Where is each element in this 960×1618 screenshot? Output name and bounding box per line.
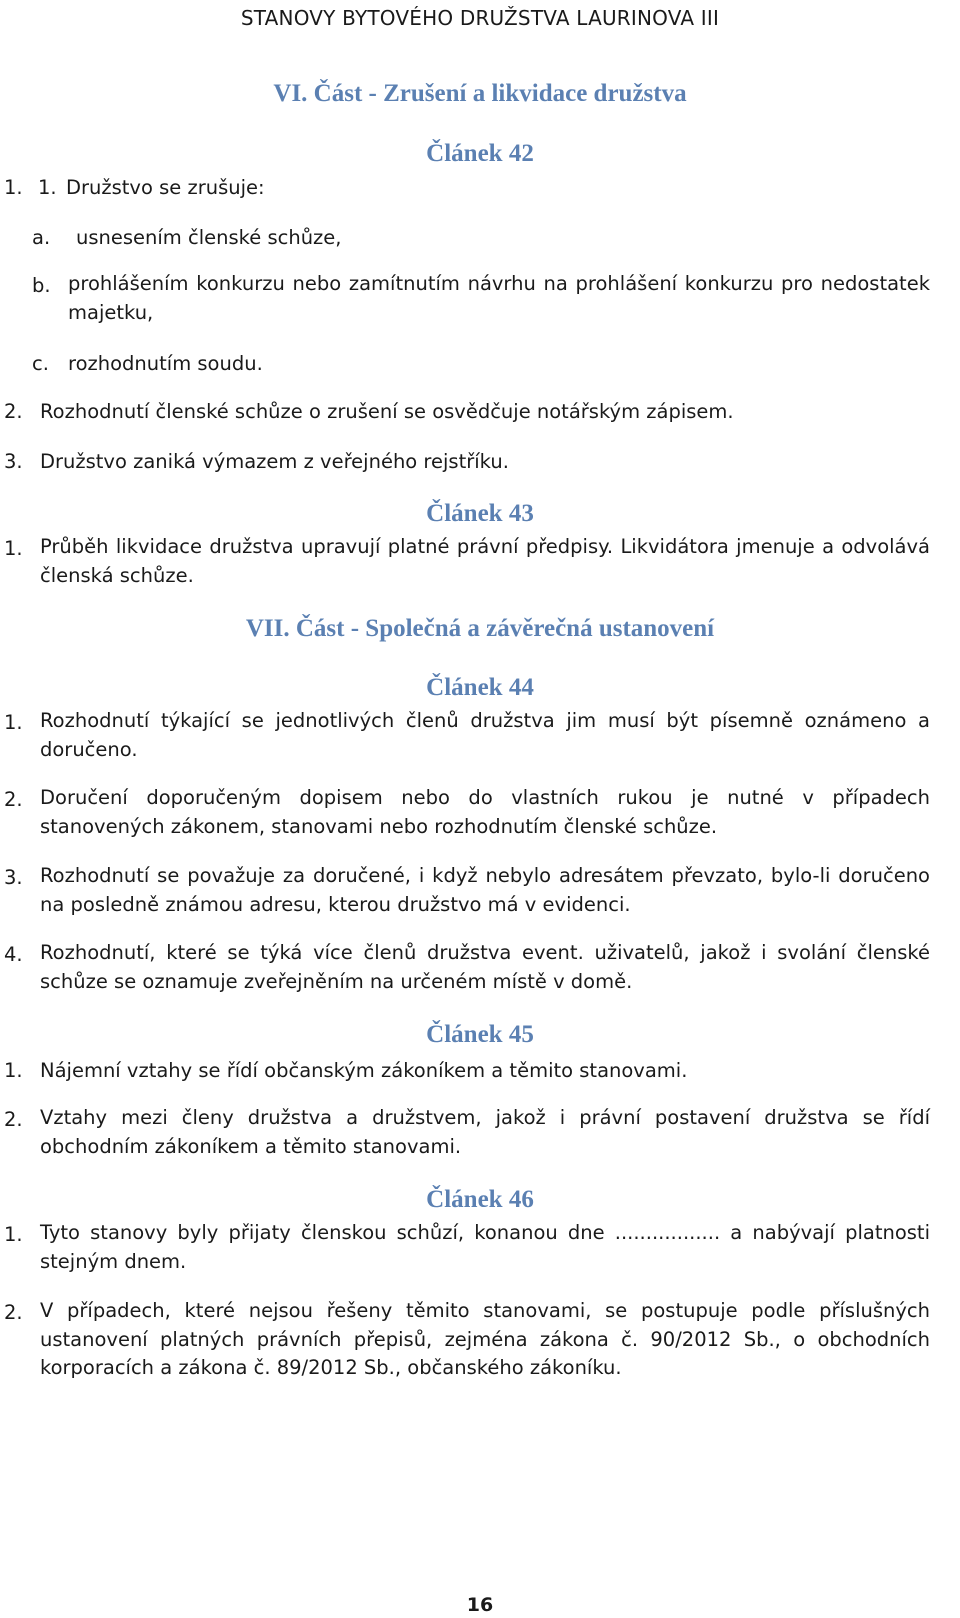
art43-p1-number: 1. [4, 537, 23, 560]
art42-item-a-letter: a. [32, 226, 51, 249]
art44-p1-text: Rozhodnutí týkající se jednotlivých členů družstva jim musí být písemně oznámeno a doručeno. [40, 709, 930, 761]
article-43-heading: Článek 43 [426, 500, 534, 527]
art43-p1-text: Průběh likvidace družstva upravují platné právní předpisy. Likvidátora jmenuje a odvolává členská schůze. [40, 535, 930, 587]
art45-p1-number: 1. [4, 1059, 23, 1082]
art44-p1-number: 1. [4, 711, 23, 734]
art42-item-c-text: rozhodnutím soudu. [68, 352, 263, 375]
art45-p2-number: 2. [4, 1108, 23, 1131]
art42-p1-number: 1. [4, 176, 23, 199]
art42-p3-number: 3. [4, 450, 23, 473]
art45-p1-text: Nájemní vztahy se řídí občanským zákoníkem a těmito stanovami. [40, 1059, 688, 1082]
art44-p2-number: 2. [4, 788, 23, 811]
art42-item-b-letter: b. [32, 274, 51, 297]
article-46-heading: Článek 46 [426, 1186, 534, 1213]
part-7-heading: VII. Část - Společná a závěrečná ustanovení [245, 615, 715, 642]
art42-p2-text: Rozhodnutí členské schůze o zrušení se osvědčuje notářským zápisem. [40, 400, 734, 423]
art44-p4-text: Rozhodnutí, které se týká více členů družstva event. uživatelů, jakož i svolání členské schůze se oznamuje zveřejněním na určeném místě v domě. [40, 941, 930, 993]
art46-p2-text: V případech, které nejsou řešeny těmito stanovami, se postupuje podle příslušných ustanovení platných právních přepisů, zejména zákona č. 90/2012 Sb., o obchodních korporacích a zákona č. 89/2012 Sb., občanského zákoníku. [40, 1299, 930, 1379]
art46-p1-text: Tyto stanovy byly přijaty členskou schůzí, konanou dne ................. a nabývají platnosti stejným dnem. [40, 1221, 930, 1273]
art42-p1-subnumber: 1. [38, 176, 57, 199]
page-number: 16 [466, 1594, 494, 1616]
art46-p2-number: 2. [4, 1301, 23, 1324]
art44-p3-text: Rozhodnutí se považuje za doručené, i když nebylo adresátem převzato, bylo-li doručeno na posledně známou adresu, kterou družstvo má v evidenci. [40, 864, 930, 916]
art45-p2-text: Vztahy mezi členy družstva a družstvem, jakož i právní postavení družstva se řídí obchodním zákoníkem a těmito stanovami. [40, 1106, 930, 1158]
article-44-heading: Článek 44 [426, 674, 534, 701]
art42-item-a-text: usnesením členské schůze, [76, 226, 342, 249]
art42-p3-text: Družstvo zaniká výmazem z veřejného rejstříku. [40, 450, 509, 473]
art42-item-c-letter: c. [32, 352, 49, 375]
art44-p3-number: 3. [4, 866, 23, 889]
article-42-heading: Článek 42 [426, 140, 534, 167]
art46-p1-number: 1. [4, 1223, 23, 1246]
art42-item-b-text: prohlášením konkurzu nebo zamítnutím návrhu na prohlášení konkurzu pro nedostatek majetku, [68, 272, 930, 324]
art44-p2-text: Doručení doporučeným dopisem nebo do vlastních rukou je nutné v případech stanovených zákonem, stanovami nebo rozhodnutím členské schůze. [40, 786, 930, 838]
part-6-heading: VI. Část - Zrušení a likvidace družstva [273, 80, 687, 107]
document-header: STANOVY BYTOVÉHO DRUŽSTVA LAURINOVA III [240, 6, 720, 30]
art42-p2-number: 2. [4, 400, 23, 423]
art44-p4-number: 4. [4, 943, 23, 966]
article-45-heading: Článek 45 [426, 1021, 534, 1048]
art42-p1-text: Družstvo se zrušuje: [66, 176, 265, 199]
